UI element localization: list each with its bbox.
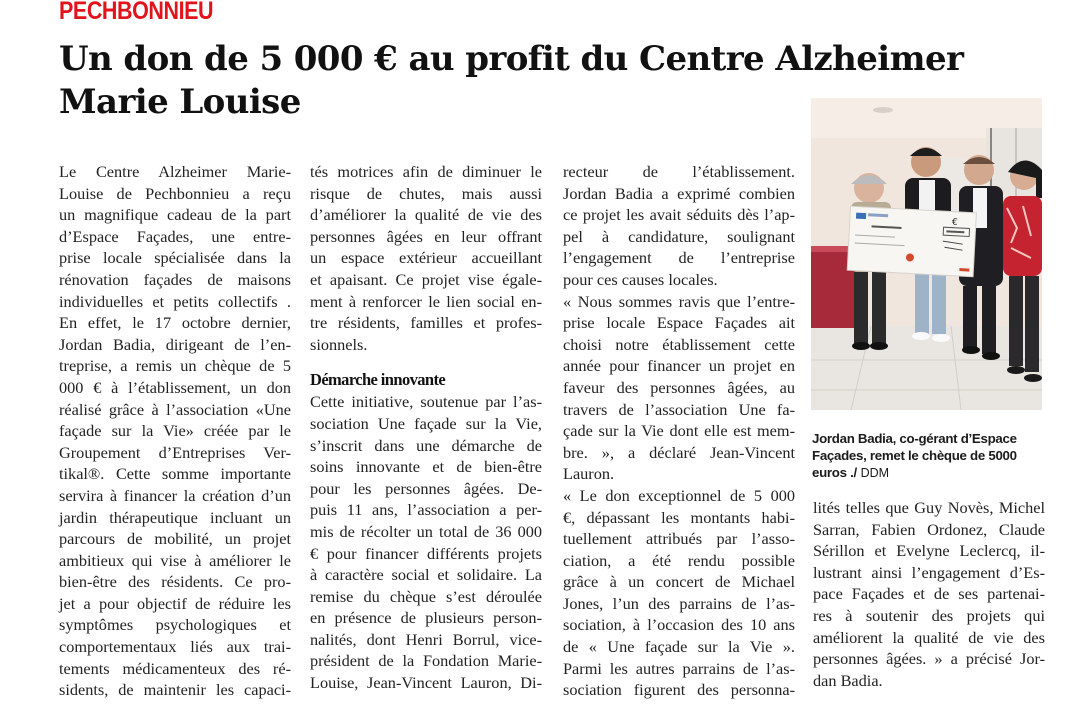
text-line: nalités, dont Henri Borrul, vice- xyxy=(310,629,542,649)
text-line: remise du chèque s’est déroulée xyxy=(310,586,542,606)
text-line: dan Badia. xyxy=(813,670,883,690)
photo-caption xyxy=(812,430,1052,482)
text-line: d’Espace Façades, une entre- xyxy=(59,226,291,246)
text-line: travers de l’association Une fa- xyxy=(563,399,795,419)
text-line: de « Une façade sur la Vie ». xyxy=(563,637,795,657)
photo-credit: DDM xyxy=(860,466,890,480)
text-line: un magnifique cadeau de la part xyxy=(59,205,291,225)
text-line: ment à renforcer le lien social en- xyxy=(310,291,542,311)
text-line: ce projet les avait séduits dès l’ap- xyxy=(563,205,795,225)
text-line: personnes âgées. » a précisé Jor- xyxy=(813,649,1045,669)
text-line: façade sur la Vie» créée par le xyxy=(59,421,291,441)
text-line: prise locale Espace Façades ait xyxy=(563,313,795,333)
text-line: faveur des personnes âgées, au xyxy=(563,377,795,397)
text-line: un espace extérieur accueillant xyxy=(310,248,542,268)
text-line: mis de récolter un total de 36 000 xyxy=(310,521,542,541)
text-line: choisi notre établissement cette xyxy=(563,334,795,354)
text-line: « Nous sommes ravis que l’entre- xyxy=(563,291,795,311)
text-line: ciation, a été rendu possible xyxy=(563,550,795,570)
text-line: recteur de l’établissement. xyxy=(563,162,795,181)
article-headline: Un don de 5 000 € au profit du Centre Alzheimer Marie Louise xyxy=(59,39,964,122)
text-line: res à soutenir des projets qui xyxy=(813,605,1045,625)
text-line: à caractère social et solidaire. La xyxy=(310,565,542,585)
text-line: €, dépassant les montants habi- xyxy=(563,507,795,527)
text-line: sociation Une façade sur la Vie, xyxy=(310,413,542,433)
text-line: pour ces causes locales. xyxy=(563,269,718,289)
article-photo xyxy=(811,98,1042,410)
text-line: sionnels. xyxy=(310,334,368,354)
caption-text: Jordan Badia, co-gérant d’Espace Façades, remet le chèque de 5000 euros ./ xyxy=(812,431,1017,480)
text-line: tements médicamenteux des ré- xyxy=(59,658,291,678)
text-line: Groupement d’Entreprises Ver- xyxy=(59,442,291,462)
text-line: sidents, de maintenir les capaci- xyxy=(59,680,291,700)
text-line: lustrant ainsi l’engagement d’Es- xyxy=(813,562,1045,582)
text-line: comportementaux liés aux trai- xyxy=(59,637,291,657)
text-line: En effet, le 17 octobre dernier, xyxy=(59,313,291,333)
text-line: Cette initiative, soutenue par l’as- xyxy=(310,392,542,412)
text-line: « Le don exceptionnel de 5 000 xyxy=(563,485,795,505)
text-line: jardin thérapeutique incluant un xyxy=(59,507,291,527)
text-line: Louise de Pechbonnieu a reçu xyxy=(59,183,291,203)
article-column-4 xyxy=(813,497,1045,691)
text-line: président de la Fondation Marie- xyxy=(310,651,542,671)
text-line: soins innovante et de bien-être xyxy=(310,457,542,477)
cheque-presentation-photo xyxy=(811,98,1042,410)
text-line: réalisé grâce à l’association «Une xyxy=(59,399,291,419)
text-line: € pour financer différents projets xyxy=(310,543,542,563)
text-line: grâce à un concert de Michael xyxy=(563,572,795,592)
text-line: parcours de mobilité, un projet xyxy=(59,529,291,549)
text-line: Lauron. xyxy=(563,464,615,484)
section-rubric: PECHBONNIEU xyxy=(59,0,214,25)
text-line: Parmi les autres parrains de l’as- xyxy=(563,658,795,678)
article-column-1 xyxy=(59,161,291,701)
text-line: ambitieux qui vise à améliorer le xyxy=(59,550,291,570)
article-column-3 xyxy=(563,161,795,701)
text-line: çade sur la Vie dont elle est mem- xyxy=(563,421,795,441)
text-line: bien-être des résidents. Ce pro- xyxy=(59,572,291,592)
text-line: sociation, à l’occasion des 10 ans xyxy=(563,615,795,635)
text-line: Sarran, Fabien Ordonez, Claude xyxy=(813,519,1045,539)
text-line: puis 11 ans, l’association a per- xyxy=(310,500,542,520)
text-line: pace Façades et de ses partenai- xyxy=(813,584,1045,604)
text-line: Sérillon et Evelyne Leclercq, il- xyxy=(813,541,1045,561)
text-line: s’inscrit dans une démarche de xyxy=(310,435,542,455)
text-line: l’engagement de l’entreprise xyxy=(563,248,795,268)
text-line: individuelles et petits collectifs . xyxy=(59,291,291,311)
text-line: risque de chutes, mais aussi xyxy=(310,183,542,203)
text-line: personnes âgées en leur offrant xyxy=(310,226,542,246)
section-subheading: Démarche innovante xyxy=(310,370,446,390)
text-line: tuellement attribués par l’asso- xyxy=(563,529,795,549)
text-line: tikal®. Cette somme importante xyxy=(59,464,291,484)
text-line: pel à candidature, soulignant xyxy=(563,226,795,246)
text-line: jet a pour objectif de réduire les xyxy=(59,593,291,613)
text-line: Le Centre Alzheimer Marie- xyxy=(59,162,291,181)
text-line: servira à financer la création d’un xyxy=(59,485,291,505)
text-line: 000 € à l’établissement, un don xyxy=(59,377,291,397)
text-line: Louise, Jean-Vincent Lauron, Di- xyxy=(310,673,542,693)
text-line: tés motrices afin de diminuer le xyxy=(310,162,542,181)
text-line: année pour financer un projet en xyxy=(563,356,795,376)
text-line: Jordan Badia, dirigeant de l’en- xyxy=(59,334,291,354)
text-line: sociation figurent des personna- xyxy=(563,680,795,700)
text-line: prise locale spécialisée dans la xyxy=(59,248,291,268)
text-line: améliorent la qualité de vie des xyxy=(813,627,1045,647)
svg-text:€: € xyxy=(951,217,958,228)
text-line: bre. », a déclaré Jean-Vincent xyxy=(563,442,795,462)
text-line: treprise, a remis un chèque de 5 xyxy=(59,356,291,376)
text-line: d’améliorer la qualité de vie des xyxy=(310,205,542,225)
text-line: Jones, l’un des parrains de l’as- xyxy=(563,593,795,613)
text-line: lités telles que Guy Novès, Michel xyxy=(813,498,1045,517)
text-line: pour les personnes âgées. De- xyxy=(310,478,542,498)
text-line: symptômes psychologiques et xyxy=(59,615,291,635)
text-line: en présence de plusieurs person- xyxy=(310,608,542,628)
text-line: rénovation façades de maisons xyxy=(59,269,291,289)
text-line: tre résidents, familles et profes- xyxy=(310,313,542,333)
text-line: Jordan Badia a exprimé combien xyxy=(563,183,795,203)
article-column-2 xyxy=(310,161,542,694)
text-line: et apaisant. Ce projet vise égale- xyxy=(310,269,542,289)
